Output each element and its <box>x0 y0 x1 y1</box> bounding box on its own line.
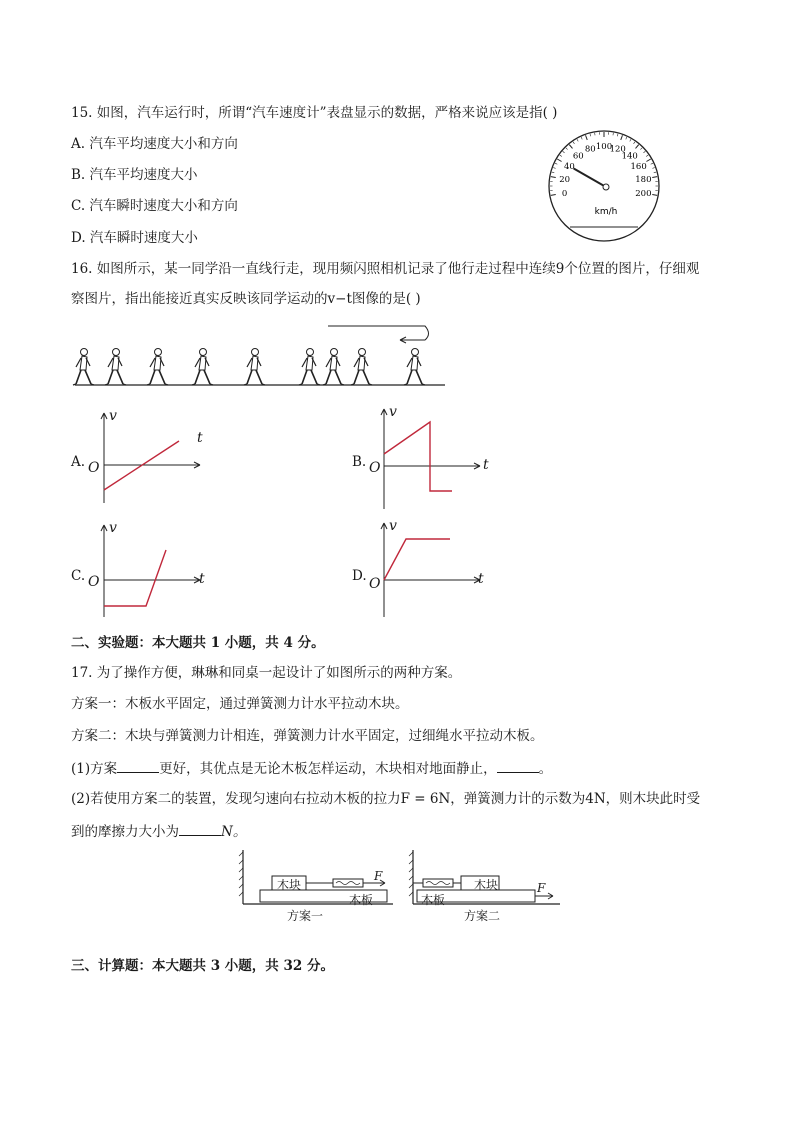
graph-a-t: t <box>197 430 203 446</box>
graph-b-t: t <box>483 457 489 473</box>
gauge-minor-tick <box>626 137 627 139</box>
gauge-tick-label: 180 <box>635 175 652 186</box>
plan2-board-label: 木板 <box>421 893 446 907</box>
plan1-block-label: 木块 <box>277 878 302 892</box>
graph-b-label: B. <box>352 454 367 470</box>
gauge-minor-tick <box>563 151 565 153</box>
walking-person-icon <box>147 349 168 386</box>
q15-option-c: C. 汽车瞬时速度大小和方向 <box>71 198 238 214</box>
gauge-minor-tick <box>630 139 631 141</box>
gauge-minor-tick <box>646 155 648 156</box>
gauge-minor-tick <box>634 142 635 144</box>
graph-b-v: v <box>389 404 397 420</box>
gauge-minor-tick <box>590 134 591 136</box>
graph-c-label: C. <box>71 568 86 584</box>
gauge-tick <box>557 159 561 162</box>
q17-sub1-b: 更好，其优点是无论木板怎样运动，木块相对地面静止， <box>159 761 497 777</box>
gauge-minor-tick <box>560 155 562 156</box>
walking-sequence-figure <box>70 322 450 392</box>
gauge-unit: km/h <box>594 207 618 217</box>
gauge-minor-tick <box>652 168 654 169</box>
walking-person-icon <box>351 349 372 386</box>
q17-plan1: 方案一：木板水平固定，通过弹簧测力计水平拉动木块。 <box>71 696 409 712</box>
gauge-minor-tick <box>566 148 568 150</box>
gauge-tick <box>635 145 638 149</box>
gauge-minor-tick <box>640 148 642 150</box>
walking-person-icon <box>323 349 344 386</box>
gauge-tick-label: 60 <box>572 151 584 162</box>
gauge-minor-tick <box>573 142 574 144</box>
graph-a-v: v <box>109 408 117 424</box>
answer-blank-2[interactable] <box>497 759 539 773</box>
graph-c-origin: O <box>88 574 100 590</box>
gauge-tick-label: 140 <box>621 151 638 162</box>
plan2-block-label: 木块 <box>474 878 499 892</box>
graph-c-v: v <box>109 520 117 536</box>
walking-person-icon <box>105 349 126 386</box>
q17-sub2-line2 <box>71 822 246 841</box>
section-3-heading: 三、计算题：本大题共 3 小题，共 32 分。 <box>71 958 334 974</box>
gauge-tick-label: 0 <box>561 188 568 199</box>
direction-arrow-icon <box>328 326 429 340</box>
gauge-minor-tick <box>555 163 557 164</box>
q17-sub2-line2-b: N。 <box>221 824 247 840</box>
plan1-force-label: F <box>374 869 383 883</box>
q17-sub1 <box>71 759 552 778</box>
gauge-tick-label: 200 <box>635 188 652 199</box>
graph-d-t: t <box>478 571 484 587</box>
graph-d-v: v <box>389 518 397 534</box>
gauge-minor-tick <box>617 134 618 136</box>
graph-a-origin: O <box>88 460 100 476</box>
gauge-tick-label: 160 <box>630 162 647 172</box>
gauge-tick-label: 20 <box>559 175 571 186</box>
gauge-tick-label: 80 <box>584 144 596 155</box>
gauge-minor-tick <box>577 139 578 141</box>
plan1-caption: 方案一 <box>287 909 324 923</box>
q16-stem-line1: 16. 如图所示，某一同学沿一直线行走，现用频闪照相机记录了他行走过程中连续9个位置的图片，仔细观 <box>71 261 700 277</box>
q17-sub2-line1: (2)若使用方案二的装置，发现匀速向右拉动木板的拉力F = 6N，弹簧测力计的示数为4N，则木块此时受 <box>71 791 701 807</box>
gauge-minor-tick <box>552 172 554 173</box>
walking-person-icon <box>299 349 320 386</box>
gauge-tick-label: 120 <box>609 144 626 155</box>
graph-a-label: A. <box>71 454 86 470</box>
plan1-board-label: 木板 <box>349 893 374 907</box>
gauge-tick <box>551 195 556 196</box>
q17-sub1-c: 。 <box>538 761 553 777</box>
q17-sub2-line2-a: 到的摩擦力大小为 <box>71 824 179 840</box>
q16-stem-line2: 察图片，指出能接近真实反映该同学运动的v−t图像的是( ) <box>71 291 421 307</box>
q15-stem: 15. 如图，汽车运行时，所谓“汽车速度计”表盘显示的数据，严格来说应该是指( ) <box>71 105 558 121</box>
q17-plan2: 方案二：木块与弹簧测力计相连，弹簧测力计水平固定，过细绳水平拉动木板。 <box>71 728 544 744</box>
graph-b-origin: O <box>369 460 381 476</box>
gauge-minor-tick <box>643 151 645 153</box>
q15-option-a: A. 汽车平均速度大小和方向 <box>71 136 238 152</box>
walking-person-icon <box>73 349 94 386</box>
gauge-minor-tick <box>651 163 653 164</box>
walking-person-icon <box>404 349 425 386</box>
q17-sub1-a: (1)方案 <box>71 761 118 777</box>
gauge-tick <box>586 135 588 140</box>
gauge-tick <box>569 145 572 149</box>
gauge-needle <box>574 169 606 188</box>
gauge-tick <box>551 177 556 178</box>
gauge-minor-tick <box>581 137 582 139</box>
q15-option-d: D. 汽车瞬时速度大小 <box>71 230 198 246</box>
plan2-force-label: F <box>537 881 546 895</box>
q15-option-b: B. 汽车平均速度大小 <box>71 167 198 183</box>
answer-blank-3[interactable] <box>179 822 221 836</box>
plan2-caption: 方案二 <box>464 909 501 923</box>
answer-blank-1[interactable] <box>117 759 159 773</box>
gauge-minor-tick <box>654 172 656 173</box>
speedometer-gauge <box>548 126 663 246</box>
gauge-tick <box>652 177 657 178</box>
gauge-minor-tick <box>553 168 555 169</box>
graph-b <box>370 404 500 514</box>
gauge-tick <box>652 195 657 196</box>
walking-person-icon <box>192 349 213 386</box>
gauge-tick <box>621 135 623 140</box>
graph-c-t: t <box>199 571 205 587</box>
graph-d-origin: O <box>369 576 381 592</box>
gauge-tick-label: 40 <box>563 162 575 172</box>
q17-stem: 17. 为了操作方便，琳琳和同桌一起设计了如图所示的两种方案。 <box>71 665 462 681</box>
gauge-tick-label: 100 <box>595 142 613 152</box>
gauge-tick <box>646 159 650 162</box>
section-2-heading: 二、实验题：本大题共 1 小题，共 4 分。 <box>71 635 325 651</box>
walking-person-icon <box>244 349 265 386</box>
graph-d-label: D. <box>352 568 367 584</box>
